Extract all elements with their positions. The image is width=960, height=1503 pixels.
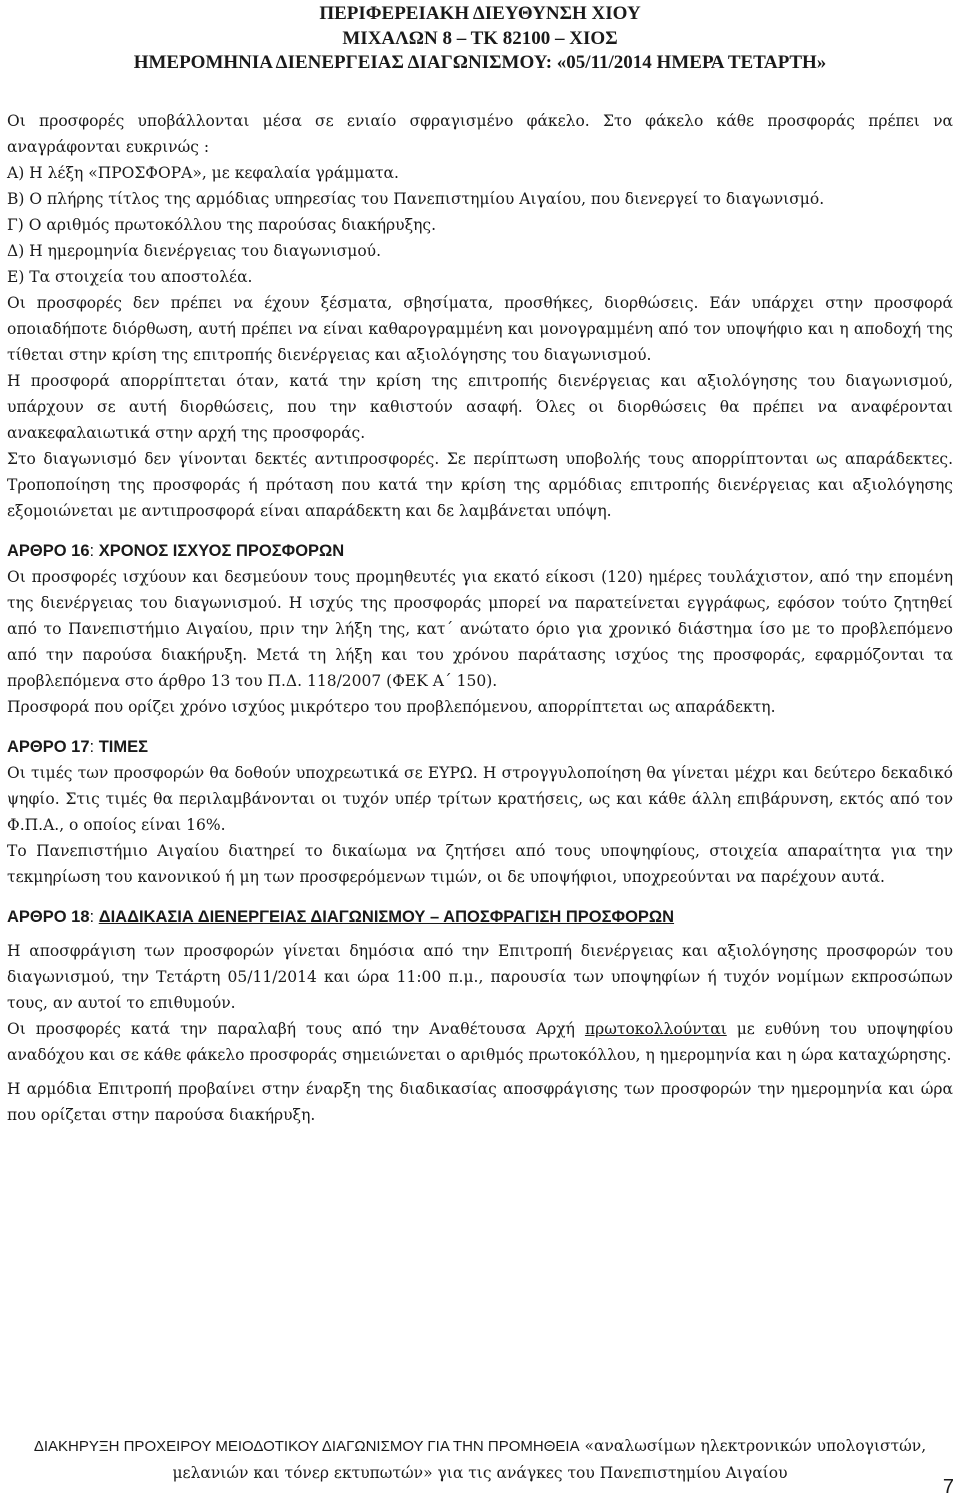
counteroffers-paragraph: Στο διαγωνισμό δεν γίνονται δεκτές αντιπροσφορές. Σε περίπτωση υποβολής τους απορρίπτονται ως απαράδεκτες. Τροποποίηση της προσφοράς ή πρόταση που κατά την κρίση της αρμόδιας επιτροπής διενέργειας και αξιολόγησης εξομοιώνεται με αντιπροσφορά είναι απαράδεκτη και δε λαμβάνεται υπόψη. [7, 450, 953, 520]
document-header [0, 2, 960, 76]
article-18-heading: ΑΡΘΡΟ 18: ΔΙΑΔΙΚΑΣΙΑ ΔΙΕΝΕΡΓΕΙΑΣ ΔΙΑΓΩΝΙΣΜΟΥ – ΑΠΟΣΦΡΑΓΙΣΗ ΠΡΟΣΦΟΡΩΝ [7, 908, 675, 926]
header-region: ΠΕΡΙΦΕΡΕΙΑΚΗ ΔΙΕΥΘΥΝΣΗ ΧΙΟΥ [319, 3, 641, 24]
spacer [7, 720, 953, 734]
spacer [7, 930, 953, 938]
article-17-heading: ΑΡΘΡΟ 17: ΤΙΜΕΣ [7, 738, 149, 756]
envelope-item-d: Δ) Η ημερομηνία διενέργειας του διαγωνισμού. [7, 242, 382, 260]
envelope-item-b: Β) Ο πλήρης τίτλος της αρμόδιας υπηρεσίας του Πανεπιστημίου Αιγαίου, που διενεργεί το διαγωνισμό. [7, 190, 825, 208]
article-18-p2-end: με ευθύνη του υποψηφίου αναδόχου και σε κάθε φάκελο προσφοράς σημειώνεται ο αριθμός πρωτοκόλλου, η ημερομηνία και η ώρα καταχώρησης. [7, 1020, 953, 1064]
article-16-label: ΑΡΘΡΟ 16 [7, 542, 90, 560]
document-body [7, 108, 953, 1128]
footer-caps-title: ΔΙΑΚΗΡΥΞΗ ΠΡΟΧΕΙΡΟΥ ΜΕΙΟΔΟΤΙΚΟΥ ΔΙΑΓΩΝΙΣΜΟΥ ΓΙΑ ΤΗΝ ΠΡΟΜΗΘΕΙΑ [33, 1438, 580, 1455]
envelope-item-c: Γ) Ο αριθμός πρωτοκόλλου της παρούσας διακήρυξης. [7, 216, 437, 234]
envelope-item-a: Α) Η λέξη «ΠΡΟΣΦΟΡΑ», με κεφαλαία γράμματα. [7, 164, 399, 182]
header-address: ΜΙΧΑΛΩΝ 8 – ΤΚ 82100 – ΧΙΟΣ [342, 27, 618, 49]
article-17-paragraph-2: Το Πανεπιστήμιο Αιγαίου διατηρεί το δικαίωμα να ζητήσει από τους υποψηφίους, στοιχεία απαραίτητα για την τεκμηρίωση του κανονικού ή μη των προσφερόμενων τιμών, οι δε υποψήφιοι, υποχρεούνται να παρέχουν αυτά. [7, 842, 953, 886]
document-footer [7, 1433, 953, 1486]
article-18-paragraph-1: Η αποσφράγιση των προσφορών γίνεται δημόσια από την Επιτροπή διενέργειας και αξιολόγησης προσφορών του διαγωνισμού, την Τετάρτη 05/11/2014 και ώρα 11:00 π.μ., παρουσία των υποψηφίων ή τυχόν νομίμων εκπροσώπων τους, αν αυτοί το επιθυμούν. [7, 942, 953, 1012]
article-17-label: ΑΡΘΡΟ 17 [7, 738, 90, 756]
article-18-p2-start: Οι προσφορές κατά την παραλαβή τους από την Αναθέτουσα Αρχή [7, 1020, 585, 1038]
article-18-title: ΔΙΑΔΙΚΑΣΙΑ ΔΙΕΝΕΡΓΕΙΑΣ ΔΙΑΓΩΝΙΣΜΟΥ – ΑΠΟΣΦΡΑΓΙΣΗ ΠΡΟΣΦΟΡΩΝ [98, 908, 675, 926]
corrections-paragraph: Οι προσφορές δεν πρέπει να έχουν ξέσματα, σβησίματα, προσθήκες, διορθώσεις. Εάν υπάρχει στην προσφορά οποιαδήποτε διόρθωση, αυτή πρέπει να είναι καθαρογραμμένη και μονογραμμένη από τον υποψήφιο και η αποδοχή της τίθεται στην κρίση της επιτροπής διενέργειας και αξιολόγησης του διαγωνισμού. [7, 294, 953, 364]
article-17-title: ΤΙΜΕΣ [98, 738, 149, 756]
article-18-label: ΑΡΘΡΟ 18 [7, 908, 90, 926]
intro-paragraph: Οι προσφορές υποβάλλονται μέσα σε ενιαίο σφραγισμένο φάκελο. Στο φάκελο κάθε προσφοράς πρέπει να αναγράφονται ευκρινώς : [7, 112, 953, 156]
article-18-paragraph-2 [7, 1016, 953, 1068]
page-number: 7 [942, 1476, 954, 1498]
article-17-paragraph-1: Οι τιμές των προσφορών θα δοθούν υποχρεωτικά σε ΕΥΡΩ. Η στρογγυλοποίηση θα γίνεται μέχρι και δεύτερο δεκαδικό ψηφίο. Στις τιμές θα περιλαμβάνονται οι τυχόν υπέρ τρίτων κρατήσεις, ως και κάθε άλλη επιβάρυνση, εκτός από τον Φ.Π.Α., ο οποίος είναι 16%. [7, 764, 953, 834]
footer-subject: «αναλωσίμων ηλεκτρονικών υπολογιστών, μελανιών και τόνερ εκτυπωτών» για τις ανάγκες του Πανεπιστημίου Αιγαίου [172, 1437, 927, 1482]
rejection-paragraph: Η προσφορά απορρίπτεται όταν, κατά την κρίση της επιτροπής διενέργειας και αξιολόγησης του διαγωνισμού, υπάρχουν σε αυτή διορθώσεις, που την καθιστούν ασαφή. Όλες οι διορθώσεις θα πρέπει να αναφέρονται ανακεφαλαιωτικά στην αρχή της προσφοράς. [7, 372, 953, 442]
spacer [7, 524, 953, 538]
spacer [7, 1068, 953, 1076]
article-16-title: ΧΡΟΝΟΣ ΙΣΧΥΟΣ ΠΡΟΣΦΟΡΩΝ [98, 542, 345, 560]
spacer [7, 890, 953, 904]
article-16-paragraph-1: Οι προσφορές ισχύουν και δεσμεύουν τους προμηθευτές για εκατό είκοσι (120) ημέρες τουλάχιστον, από την επομένη της διενέργειας του διαγωνισμού. Η ισχύς της προσφοράς μπορεί να παρατείνεται εγγράφως, εφόσον τούτο ζητηθεί από το Πανεπιστήμιο Αιγαίου, πριν την λήξη της, κατ΄ ανώτατο όριο για χρονικό διάστημα ίσο με το προβλεπόμενο από την παρούσα διακήρυξη. Μετά τη λήξη και του χρόνου παράτασης ισχύος της προσφοράς, εφαρμόζονται τα προβλεπόμενα στο άρθρο 13 του Π.Δ. 118/2007 (ΦΕΚ Α΄ 150). [7, 568, 953, 690]
article-18-paragraph-3: Η αρμόδια Επιτροπή προβαίνει στην έναρξη της διαδικασίας αποσφράγισης των προσφορών την ημερομηνία και ώρα που ορίζεται στην παρούσα διακήρυξη. [7, 1080, 953, 1124]
article-16-heading: ΑΡΘΡΟ 16: ΧΡΟΝΟΣ ΙΣΧΥΟΣ ΠΡΟΣΦΟΡΩΝ [7, 542, 345, 560]
article-18-p2-underlined: πρωτοκολλούνται [584, 1020, 727, 1038]
article-16-paragraph-2: Προσφορά που ορίζει χρόνο ισχύος μικρότερο του προβλεπόμενου, απορρίπτεται ως απαράδεκτη. [7, 698, 776, 716]
envelope-item-e: Ε) Τα στοιχεία του αποστολέα. [7, 268, 253, 286]
header-date: ΗΜΕΡΟΜΗΝΙΑ ΔΙΕΝΕΡΓΕΙΑΣ ΔΙΑΓΩΝΙΣΜΟΥ: «05/11/2014 ΗΜΕΡΑ ΤΕΤΑΡΤΗ» [133, 52, 827, 73]
